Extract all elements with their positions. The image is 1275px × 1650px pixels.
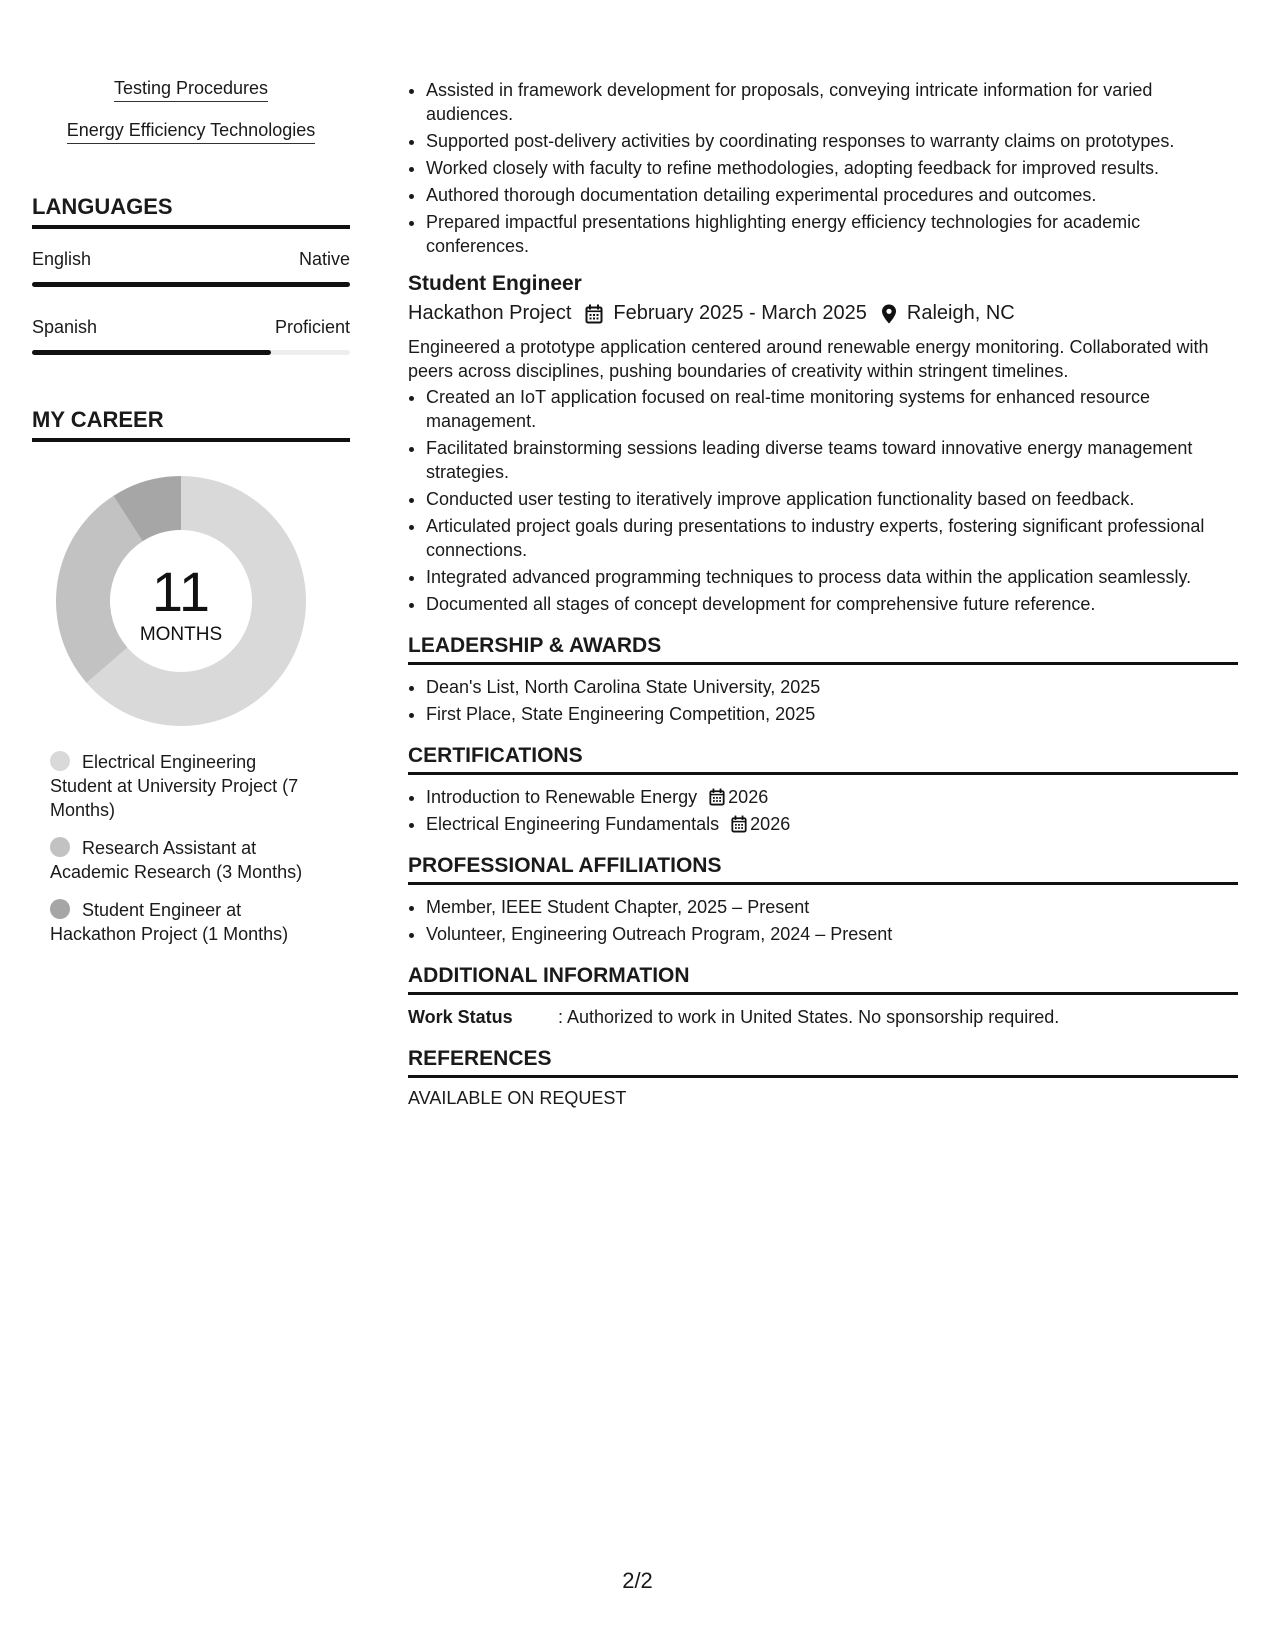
language-name: English: [32, 249, 92, 269]
cert-name: • Electrical Engineering Fundamentals: [426, 814, 720, 834]
job-dates: February 2025 - March 2025: [613, 302, 867, 324]
calendar-icon: [731, 815, 747, 833]
left-column: [32, 78, 350, 960]
certifications-heading: CERTIFICATIONS: [408, 744, 1238, 775]
language-item: [32, 317, 350, 355]
skill-item: Energy Efficiency Technologies: [32, 120, 350, 144]
legend-item: Electrical Engineering Student at University Project (7 Months): [50, 752, 299, 820]
list-item: • Worked closely with faculty to refine methodologies, adopting feedback for improved results.: [426, 156, 1238, 180]
calendar-icon: [585, 304, 603, 324]
leadership-heading: LEADERSHIP & AWARDS: [408, 634, 1238, 665]
legend-dot: [50, 837, 70, 857]
legend-item: Student Engineer at Hackathon Project (1 Months): [50, 900, 289, 944]
list-item: • First Place, State Engineering Competition, 2025: [426, 702, 1238, 726]
leadership-list: [408, 675, 1238, 726]
job-bullets: [408, 385, 1238, 616]
list-item: • Created an IoT application focused on real-time monitoring systems for enhanced resource management.: [426, 385, 1238, 433]
page-number: 2/2: [622, 1568, 653, 1593]
references-text: AVAILABLE ON REQUEST: [408, 1088, 627, 1108]
list-item: • Member, IEEE Student Chapter, 2025 – Present: [426, 895, 1238, 919]
cert-year: 2026: [750, 814, 791, 834]
list-item: • Articulated project goals during presentations to industry experts, fostering significant professional connections.: [426, 514, 1238, 562]
cert-year: 2026: [728, 787, 769, 807]
language-proficiency-bar: [32, 282, 350, 287]
list-item: • Assisted in framework development for proposals, conveying intricate information for varied audiences.: [426, 78, 1238, 126]
job-description: Engineered a prototype application centered around renewable energy monitoring. Collaborated with peers across disciplines, pushing boundaries of creativity within stringent timelines.: [408, 337, 1209, 381]
skill-item: Testing Procedures: [32, 78, 350, 102]
cert-name: • Introduction to Renewable Energy: [426, 787, 698, 807]
career-donut-chart: [56, 476, 306, 726]
language-name: Spanish: [32, 317, 98, 337]
list-item: • Integrated advanced programming techniques to process data within the application seamlessly.: [426, 565, 1238, 589]
language-level: Proficient: [274, 317, 350, 337]
certifications-list: [408, 785, 1238, 836]
legend-dot: [50, 751, 70, 771]
career-total-months: 11: [151, 560, 211, 623]
list-item: • Supported post-delivery activities by coordinating responses to warranty claims on prototypes.: [426, 129, 1238, 153]
language-level: Native: [298, 249, 350, 269]
languages-heading: LANGUAGES: [32, 194, 350, 229]
previous-job-bullets: [408, 78, 1238, 258]
job-location: Raleigh, NC: [906, 302, 1015, 324]
job-meta: [408, 302, 1238, 325]
language-proficiency-fill: [32, 350, 271, 355]
work-status-value: : Authorized to work in United States. No sponsorship required.: [558, 1007, 1060, 1027]
career-total-unit: MONTHS: [139, 624, 223, 645]
career-heading: MY CAREER: [32, 407, 350, 442]
calendar-icon: [709, 788, 725, 806]
map-pin-icon: [881, 304, 897, 324]
language-item: [32, 249, 350, 287]
references-heading: REFERENCES: [408, 1047, 1238, 1078]
list-item: [426, 785, 1238, 809]
list-item: • Documented all stages of concept development for comprehensive future reference.: [426, 592, 1238, 616]
affiliations-list: [408, 895, 1238, 946]
work-status-row: [408, 1005, 1238, 1029]
affiliations-heading: PROFESSIONAL AFFILIATIONS: [408, 854, 1238, 885]
legend-dot: [50, 899, 70, 919]
additional-info-heading: ADDITIONAL INFORMATION: [408, 964, 1238, 995]
list-item: • Dean's List, North Carolina State University, 2025: [426, 675, 1238, 699]
legend-item: Research Assistant at Academic Research (3 Months): [50, 838, 303, 882]
career-legend: [50, 750, 350, 946]
work-status-label: Work Status: [408, 1007, 513, 1027]
list-item: • Facilitated brainstorming sessions leading diverse teams toward innovative energy management strategies.: [426, 436, 1238, 484]
language-proficiency-fill: [32, 282, 350, 287]
job-title: Student Engineer: [408, 272, 582, 295]
list-item: • Prepared impactful presentations highlighting energy efficiency technologies for academic conferences.: [426, 210, 1238, 258]
list-item: • Volunteer, Engineering Outreach Program, 2024 – Present: [426, 922, 1238, 946]
list-item: [426, 812, 1238, 836]
job-company: Hackathon Project: [408, 302, 572, 324]
list-item: • Conducted user testing to iteratively improve application functionality based on feedback.: [426, 487, 1238, 511]
language-proficiency-bar: [32, 350, 350, 355]
right-column: [408, 78, 1238, 1109]
list-item: • Authored thorough documentation detailing experimental procedures and outcomes.: [426, 183, 1238, 207]
